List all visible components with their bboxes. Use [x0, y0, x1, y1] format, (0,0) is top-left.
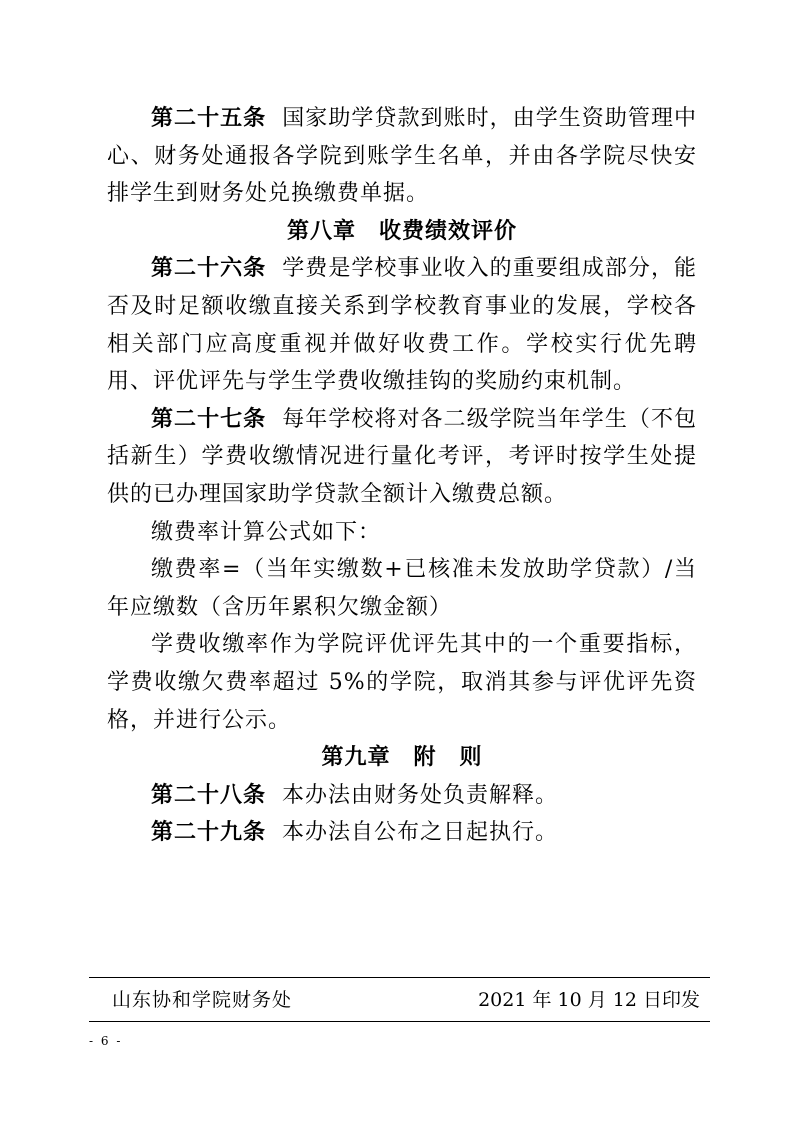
- paragraph-text: 缴费率=（当年实缴数+已核准未发放助学贷款）/当年应缴数（含历年累积欠缴金额）: [107, 557, 697, 620]
- footer-issuer: 山东协和学院财务处: [112, 989, 293, 1011]
- page-number: - 6 -: [89, 1034, 123, 1048]
- article-number: 第二十五条: [151, 105, 267, 131]
- footer-divider-bottom: [89, 1021, 710, 1022]
- paragraph-text: 本办法自公布之日起执行。: [282, 820, 559, 846]
- footer-divider-top: [89, 977, 710, 978]
- chapter-heading: 第八章 收费绩效评价: [286, 218, 517, 244]
- article-paragraph: [107, 777, 697, 815]
- article-number: 第二十六条: [151, 255, 267, 282]
- article-paragraph: [107, 814, 697, 852]
- article-number: 第二十八条: [151, 781, 267, 808]
- chapter-heading: 第九章 附 则: [321, 745, 483, 771]
- paragraph-text: 每年学校将对各二级学院当年学生（不包括新生）学费收缴情况进行量化考评，考评时按学生处提供的已办理国家助学贷款全额计入缴费总额。: [107, 406, 697, 507]
- paragraph-text: 缴费率计算公式如下：: [151, 519, 382, 545]
- body-paragraph: [107, 551, 697, 626]
- article-number: 第二十九条: [151, 819, 267, 846]
- paragraph-text: 国家助学贷款到账时，由学生资助管理中心、财务处通报各学院到账学生名单，并由各学院尽快安排学生到财务处兑换缴费单据。: [107, 106, 697, 207]
- article-paragraph: [107, 401, 697, 514]
- article-paragraph: [107, 100, 697, 213]
- paragraph-text: 学费是学校事业收入的重要组成部分，能否及时足额收缴直接关系到学校教育事业的发展，学校各相关部门应高度重视并做好收费工作。学校实行优先聘用、评优评先与学生学费收缴挂钩的奖励约束机制。: [107, 256, 697, 395]
- paragraph-text: 本办法由财务处负责解释。: [282, 782, 559, 808]
- document-body: [107, 100, 697, 852]
- article-paragraph: [107, 250, 697, 400]
- body-paragraph: [107, 514, 697, 552]
- body-paragraph: [107, 626, 697, 739]
- paragraph-text: 学费收缴率作为学院评优评先其中的一个重要指标，学费收缴欠费率超过 5%的学院，取消其参与评优评先资格，并进行公示。: [107, 632, 697, 733]
- footer-issue-date: 2021 年 10 月 12 日印发: [478, 989, 700, 1011]
- article-number: 第二十七条: [151, 405, 267, 432]
